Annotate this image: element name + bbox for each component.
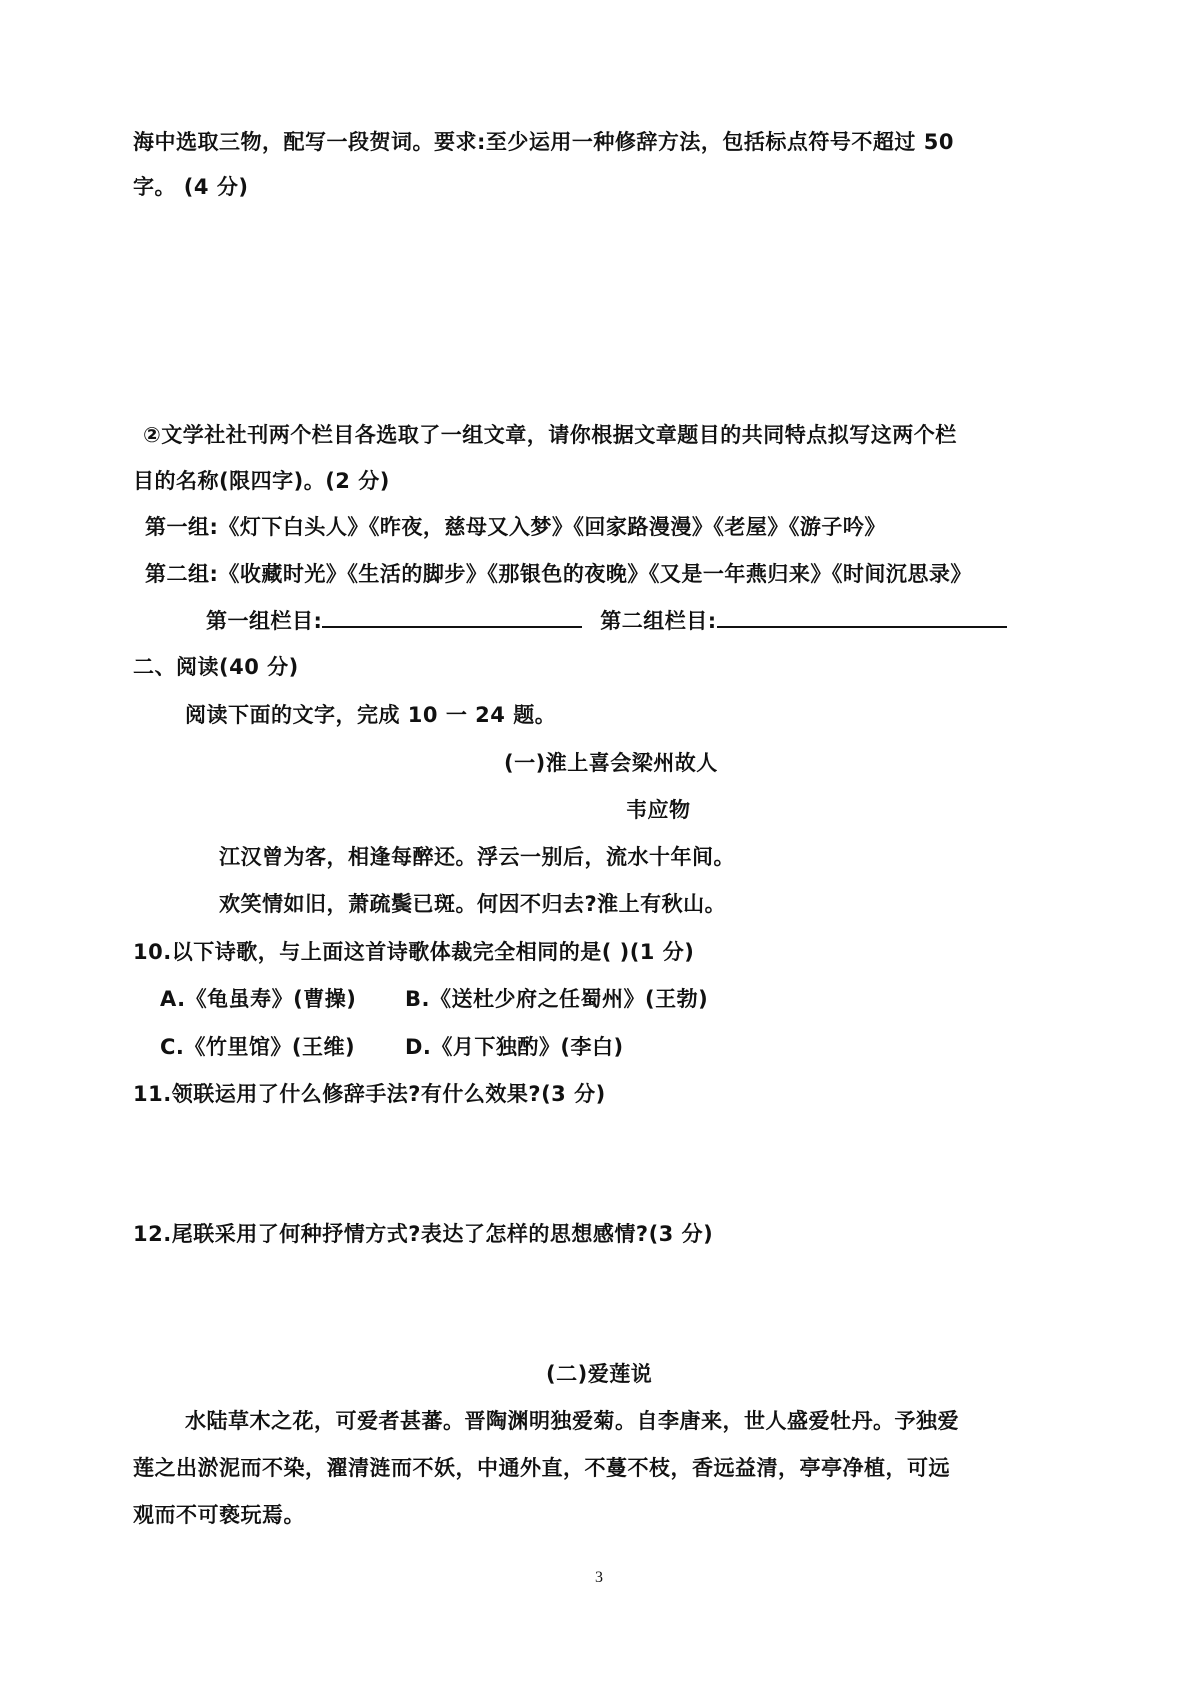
- poem-author: 韦应物: [626, 798, 691, 822]
- q9-part2-line-1: ②文学社社刊两个栏目各选取了一组文章，请你根据文章题目的共同特点拟写这两个栏: [143, 423, 957, 447]
- column-name-answer-row: [206, 606, 1007, 636]
- group-1-answer-label: 第一组栏目:: [206, 609, 323, 633]
- group-2-answer-label: 第二组栏目:: [600, 609, 717, 633]
- q9-continuation-line-2: 字。 (4 分): [133, 175, 249, 199]
- group-2-titles: 第二组:《收藏时光》《生活的脚步》《那银色的夜晚》《又是一年燕归来》《时间沉思录》: [145, 562, 972, 586]
- q9-part2-line-2: 目的名称(限四字)。(2 分): [133, 469, 390, 493]
- essay-line-3: 观而不可亵玩焉。: [133, 1503, 305, 1527]
- q11-stem: 11.领联运用了什么修辞手法?有什么效果?(3 分): [133, 1082, 606, 1106]
- poem-title: (一)淮上喜会梁州故人: [504, 751, 718, 775]
- group-1-answer-blank[interactable]: [322, 606, 582, 628]
- section-2-instruction: 阅读下面的文字，完成 10 一 24 题。: [185, 703, 557, 727]
- q10-option-a: A.《龟虽寿》(曹操): [160, 987, 357, 1011]
- section-2-heading: 二、阅读(40 分): [133, 655, 299, 679]
- essay-title: (二)爱莲说: [546, 1362, 653, 1386]
- poem-line-2: 欢笑情如旧，萧疏鬓已斑。何因不归去?淮上有秋山。: [219, 892, 727, 916]
- q10-option-c: C.《竹里馆》(王维): [160, 1035, 356, 1059]
- group-1-titles: 第一组:《灯下白头人》《昨夜，慈母又入梦》《回家路漫漫》《老屋》《游子吟》: [145, 515, 886, 539]
- q10-stem: 10.以下诗歌，与上面这首诗歌体裁完全相同的是( )(1 分): [133, 940, 695, 964]
- group-2-answer-blank[interactable]: [717, 606, 1007, 628]
- q10-option-b: B.《送杜少府之任蜀州》(王勃): [405, 987, 709, 1011]
- essay-line-2: 莲之出淤泥而不染，濯清涟而不妖，中通外直，不蔓不枝，香远益清，亭亭净植，可远: [133, 1456, 950, 1480]
- q12-stem: 12.尾联采用了何种抒情方式?表达了怎样的思想感情?(3 分): [133, 1222, 714, 1246]
- essay-line-1: 水陆草木之花，可爱者甚蕃。晋陶渊明独爱菊。自李唐来，世人盛爱牡丹。予独爱: [185, 1409, 959, 1433]
- q10-option-d: D.《月下独酌》(李白): [405, 1035, 624, 1059]
- poem-line-1: 江汉曾为客，相逢每醉还。浮云一别后，流水十年间。: [219, 845, 735, 869]
- page-number: 3: [595, 1569, 603, 1586]
- q9-continuation-line-1: 海中选取三物，配写一段贺词。要求:至少运用一种修辞方法，包括标点符号不超过 50: [133, 130, 954, 154]
